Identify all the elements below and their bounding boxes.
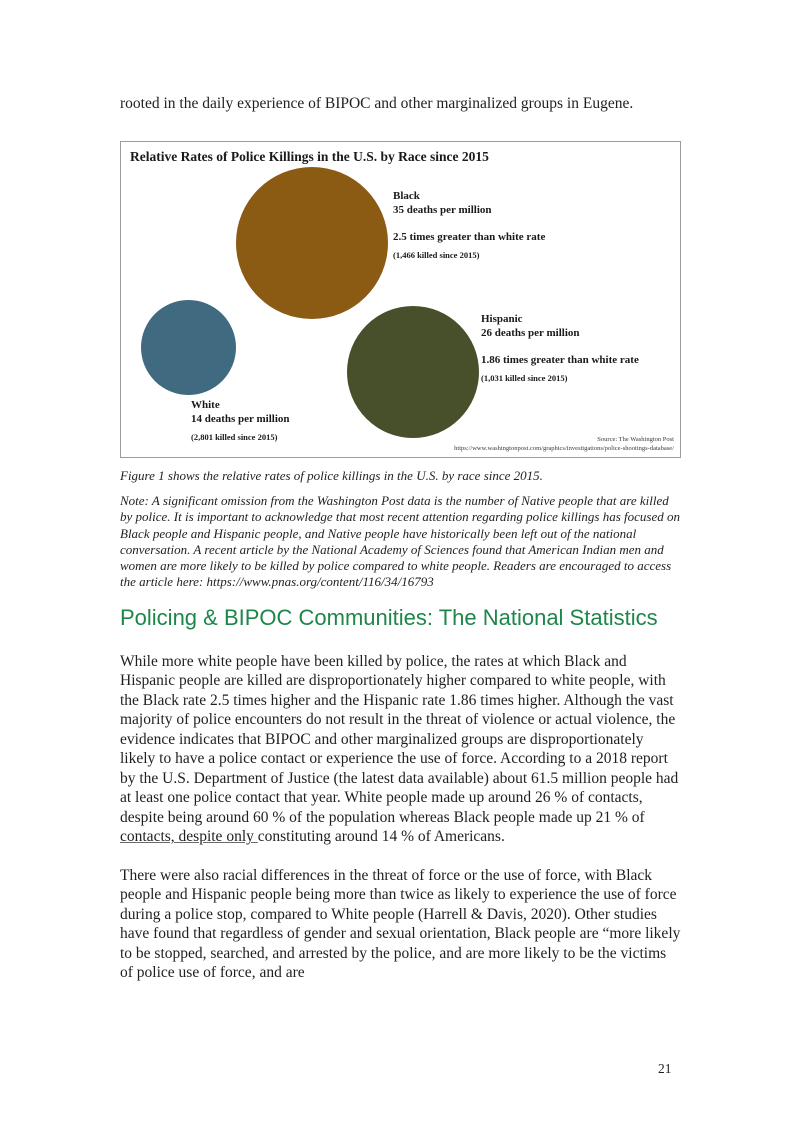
bubble-white-name: White bbox=[191, 398, 220, 411]
page-content bbox=[120, 94, 681, 1002]
figure-caption: Figure 1 shows the relative rates of police killings in the U.S. by race since 2015. bbox=[120, 467, 543, 483]
bubble-white-deaths: 14 deaths per million bbox=[191, 412, 290, 425]
paragraph-1-tail: constituting around 14 % of Americans. bbox=[257, 828, 505, 846]
chart-source-line1: Source: The Washington Post bbox=[597, 435, 674, 443]
bubble-label-black bbox=[393, 189, 545, 262]
bubble-black bbox=[236, 167, 388, 319]
bubble-hispanic-name: Hispanic bbox=[481, 312, 523, 325]
bubble-black-name: Black bbox=[393, 189, 420, 202]
bubble-black-ratio: 2.5 times greater than white rate bbox=[393, 230, 546, 243]
chart-source-line2: https://www.washingtonpost.com/graphics/investigations/police-shootings-database/ bbox=[454, 445, 674, 453]
bubble-label-hispanic bbox=[481, 312, 639, 385]
bubble-label-white bbox=[191, 398, 290, 444]
underlined-phrase: contacts, despite only bbox=[120, 828, 258, 846]
paragraph-use-of-force: There were also racial differences in the threat of force or the use of force, with Black people and Hispanic people being more than twice as likely to experience the use of force during a police stop, compared to White people (Harrell & Davis, 2020). Other studies have found that regardless of gender and sexual orientation, Black people are “more likely to be stopped, searched, and arrested by the police, and are more likely to be the victims of police use of force, and are bbox=[120, 866, 681, 982]
bubble-white-killed: (2,801 killed since 2015) bbox=[191, 431, 278, 442]
bubble-white bbox=[141, 300, 236, 395]
bubble-black-deaths: 35 deaths per million bbox=[393, 203, 492, 216]
bubble-black-killed: (1,466 killed since 2015) bbox=[393, 249, 480, 260]
bubble-hispanic-ratio: 1.86 times greater than white rate bbox=[481, 353, 639, 366]
section-heading: Policing & BIPOC Communities: The National Statistics bbox=[120, 604, 658, 630]
chart-title: Relative Rates of Police Killings in the U.S. by Race since 2015 bbox=[130, 148, 489, 164]
bubble-hispanic-deaths: 26 deaths per million bbox=[481, 326, 580, 339]
bubble-hispanic-killed: (1,031 killed since 2015) bbox=[481, 372, 568, 383]
figure-note: Note: A significant omission from the Washington Post data is the number of Native people that are killed by police. It is important to acknowledge that most recent attention regarding police killings has focused on Black people and Hispanic people, and Native people have historically been left out of the national conversation. A recent article by the National Academy of Sciences found that American Indian men and women are more likely to be killed by police compared to white people. Readers are encouraged to access the article here: https://www.pnas.org/content/116/34/16793 bbox=[120, 493, 680, 590]
bubble-hispanic bbox=[347, 306, 479, 438]
intro-paragraph: rooted in the daily experience of BIPOC and other marginalized groups in Eugene. bbox=[120, 95, 634, 112]
paragraph-1-text: While more white people have been killed by police, the rates at which Black and Hispanic people are killed are disproportionately higher compared to white people, with the Black rate 2.5 times higher and the Hispanic rate 1.86 times higher. Although the vast majority of police encounters do not result in the threat of violence or actual violence, the evidence indicates that BIPOC and other marginalized groups are disproportionately likely to have a police contact or experience the use of force. According to a 2018 report by the U.S. Department of Justice (the latest data available) about 61.5 million people had at least one police contact that year. White people made up around 26 % of contacts, despite being around 60 % of the population whereas Black people made up 21 % of bbox=[120, 652, 679, 826]
chart-source-attribution bbox=[454, 435, 674, 454]
page-number: 21 bbox=[658, 1061, 672, 1076]
figure-1-chart bbox=[120, 141, 681, 458]
paragraph-national-stats bbox=[120, 652, 681, 847]
